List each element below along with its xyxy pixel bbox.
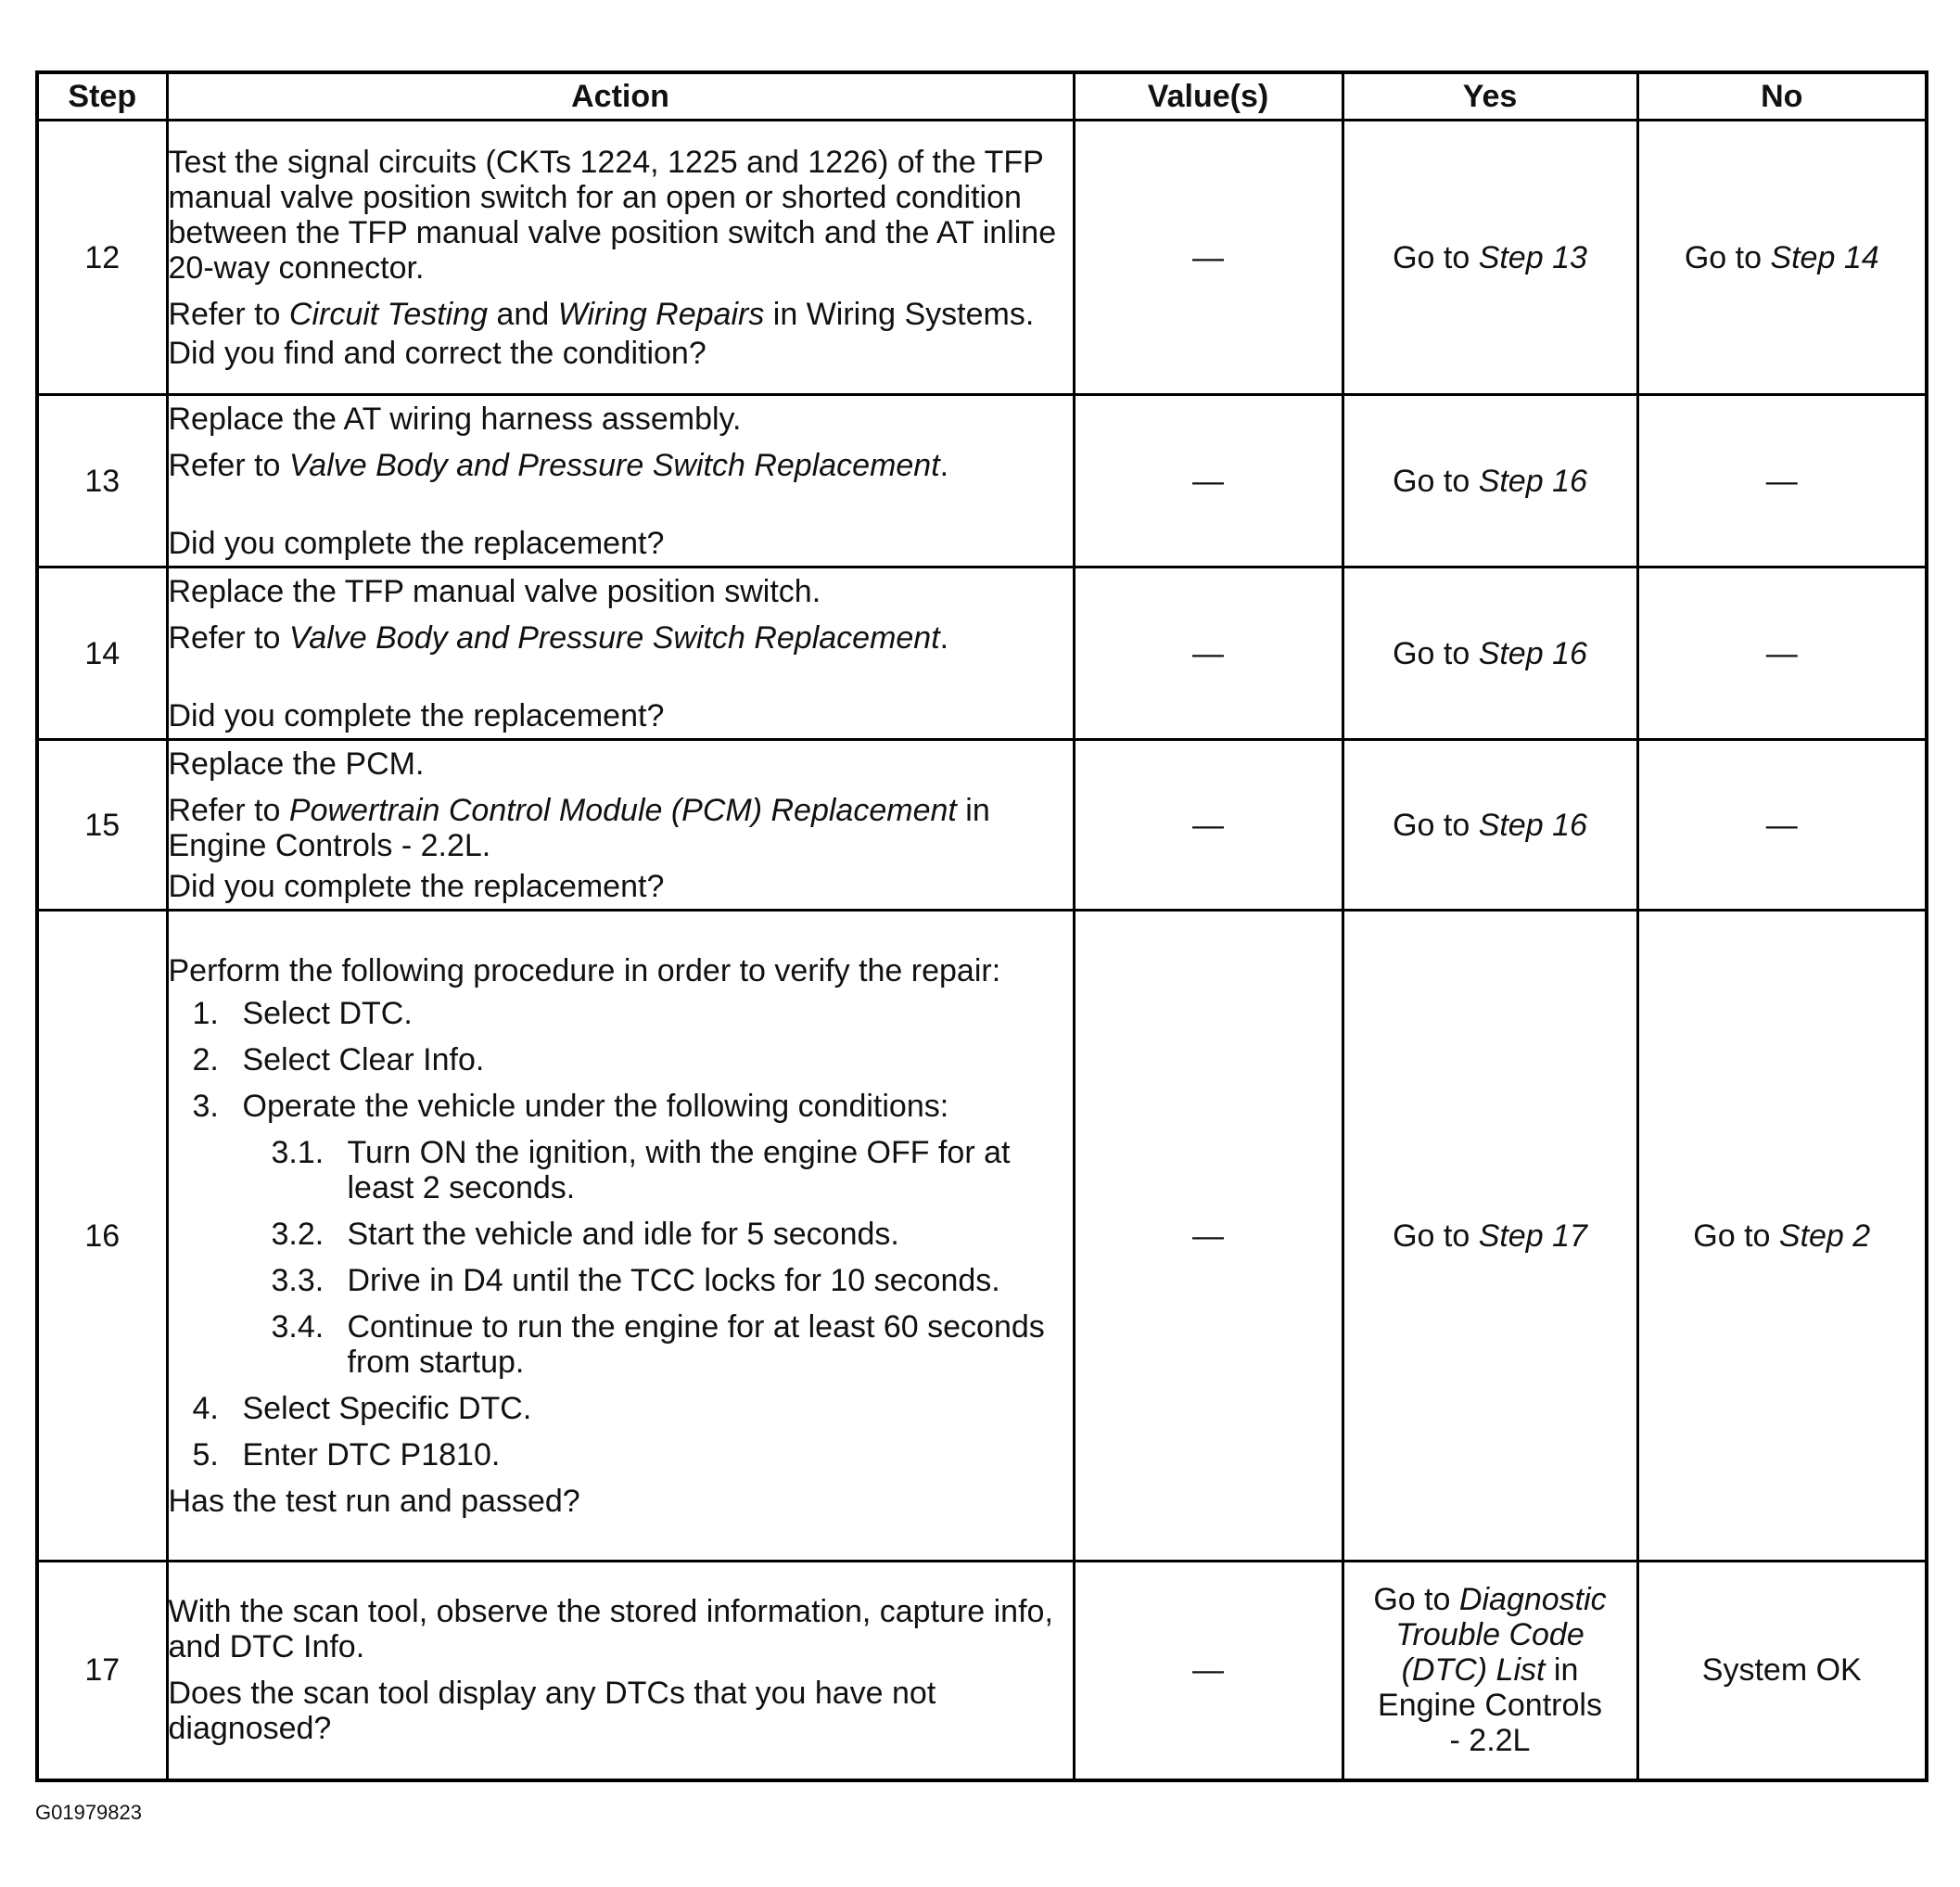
value-cell: — bbox=[1074, 911, 1343, 1562]
no-cell: — bbox=[1637, 395, 1927, 567]
procedure-substep-text: Turn ON the ignition, with the engine OFF for at least 2 seconds. bbox=[347, 1134, 1011, 1205]
action-intro: Perform the following procedure in order to verify the repair: bbox=[168, 952, 1001, 988]
procedure-substep bbox=[169, 1309, 1073, 1380]
action-reference bbox=[169, 297, 1073, 332]
yes-cell bbox=[1343, 395, 1637, 567]
action-cell bbox=[167, 1562, 1074, 1780]
header-yes: Yes bbox=[1343, 72, 1637, 121]
no-cell: — bbox=[1637, 567, 1927, 740]
procedure-step-text: Select Clear Info. bbox=[242, 1041, 485, 1077]
goto-prefix: Go to bbox=[1393, 463, 1479, 499]
procedure-step-text: Select DTC. bbox=[242, 995, 413, 1031]
value-cell: — bbox=[1074, 567, 1343, 740]
procedure-step-number: 4. bbox=[192, 1390, 219, 1426]
action-question: Did you complete the replacement? bbox=[168, 868, 665, 904]
reference-link[interactable]: Valve Body and Pressure Switch Replacement bbox=[288, 619, 940, 656]
reference-suffix: . bbox=[939, 447, 949, 483]
reference-prefix: Refer to bbox=[168, 447, 289, 483]
action-question: Did you complete the replacement? bbox=[168, 697, 665, 733]
yes-cell bbox=[1343, 567, 1637, 740]
no-cell: System OK bbox=[1637, 1562, 1927, 1780]
procedure-sublist bbox=[243, 1135, 1073, 1380]
action-reference bbox=[169, 448, 1073, 483]
action-cell bbox=[167, 395, 1074, 567]
goto-step-link[interactable]: Step 16 bbox=[1478, 807, 1587, 843]
diagnostic-procedure-table bbox=[35, 70, 1928, 1782]
value-cell: — bbox=[1074, 740, 1343, 911]
action-reference bbox=[169, 793, 1073, 863]
procedure-step-number: 5. bbox=[192, 1436, 219, 1473]
step-number: 17 bbox=[37, 1562, 167, 1780]
no-cell: — bbox=[1637, 740, 1927, 911]
table-row-step-13 bbox=[37, 395, 1927, 567]
yes-cell bbox=[1343, 740, 1637, 911]
no-cell bbox=[1637, 911, 1927, 1562]
action-text: Test the signal circuits (CKTs 1224, 1225 and 1226) of the TFP manual valve position switch for an open or shorted condition between the TFP manual valve position switch and the AT inline 20-way connector. bbox=[168, 144, 1057, 286]
action-question: Does the scan tool display any DTCs that you have not diagnosed? bbox=[168, 1676, 936, 1747]
reference-suffix: . bbox=[939, 619, 949, 656]
procedure-step-number: 2. bbox=[192, 1041, 219, 1077]
no-cell bbox=[1637, 121, 1927, 395]
procedure-substep-text: Continue to run the engine for at least 60 seconds from startup. bbox=[347, 1308, 1045, 1380]
reference-link[interactable]: Powertrain Control Module (PCM) Replacement bbox=[288, 792, 957, 828]
procedure-substep-text: Start the vehicle and idle for 5 seconds. bbox=[347, 1216, 899, 1252]
action-text: Replace the AT wiring harness assembly. bbox=[168, 401, 742, 437]
action-cell bbox=[167, 121, 1074, 395]
table-row-step-17 bbox=[37, 1562, 1927, 1780]
goto-prefix: Go to bbox=[1693, 1218, 1779, 1254]
action-cell bbox=[167, 740, 1074, 911]
step-number: 16 bbox=[37, 911, 167, 1562]
goto-prefix: Go to bbox=[1393, 1218, 1479, 1254]
goto-prefix: Go to bbox=[1393, 239, 1479, 275]
header-no: No bbox=[1637, 72, 1927, 121]
step-number: 15 bbox=[37, 740, 167, 911]
value-cell: — bbox=[1074, 395, 1343, 567]
goto-prefix: Go to bbox=[1393, 807, 1479, 843]
step-number: 12 bbox=[37, 121, 167, 395]
procedure-step-text: Operate the vehicle under the following conditions: bbox=[242, 1088, 949, 1124]
procedure-substep bbox=[169, 1135, 1073, 1205]
yes-cell bbox=[1343, 911, 1637, 1562]
reference-suffix: in Wiring Systems. bbox=[764, 296, 1035, 332]
reference-prefix: Refer to bbox=[168, 619, 289, 656]
goto-step-link[interactable]: Step 2 bbox=[1778, 1218, 1871, 1254]
procedure-substep bbox=[169, 1263, 1073, 1298]
procedure-step-number: 1. bbox=[192, 995, 219, 1031]
yes-cell bbox=[1343, 121, 1637, 395]
reference-prefix: Refer to bbox=[168, 792, 289, 828]
goto-step-link[interactable]: Step 14 bbox=[1770, 239, 1879, 275]
procedure-substep-number: 3.4. bbox=[271, 1308, 325, 1345]
action-cell bbox=[167, 567, 1074, 740]
procedure-step-number: 3. bbox=[192, 1088, 219, 1124]
table-header-row bbox=[37, 72, 1927, 121]
reference-link[interactable]: Circuit Testing bbox=[288, 296, 489, 332]
procedure-substep-number: 3.2. bbox=[271, 1216, 325, 1252]
table-row-step-12 bbox=[37, 121, 1927, 395]
goto-step-link[interactable]: Step 16 bbox=[1478, 635, 1587, 671]
action-question: Did you find and correct the condition? bbox=[168, 335, 706, 371]
procedure-step-text: Enter DTC P1810. bbox=[242, 1436, 501, 1473]
procedure-substep-text: Drive in D4 until the TCC locks for 10 seconds. bbox=[347, 1262, 1000, 1298]
procedure-step bbox=[169, 996, 1073, 1031]
goto-prefix: Go to bbox=[1393, 635, 1479, 671]
procedure-step bbox=[169, 1042, 1073, 1077]
yes-cell bbox=[1343, 1562, 1637, 1780]
reference-prefix: Refer to bbox=[168, 296, 289, 332]
table-row-step-16 bbox=[37, 911, 1927, 1562]
procedure-substep-number: 3.1. bbox=[271, 1134, 325, 1170]
action-text: Replace the TFP manual valve position switch. bbox=[168, 573, 821, 609]
procedure-step-text: Select Specific DTC. bbox=[242, 1390, 532, 1426]
step-number: 13 bbox=[37, 395, 167, 567]
action-text: With the scan tool, observe the stored information, capture info, and DTC Info. bbox=[168, 1594, 1053, 1665]
goto-step-link[interactable]: Step 13 bbox=[1478, 239, 1587, 275]
action-reference bbox=[169, 620, 1073, 656]
value-cell: — bbox=[1074, 1562, 1343, 1780]
header-step: Step bbox=[37, 72, 167, 121]
procedure-list bbox=[169, 996, 1073, 1473]
goto-prefix: Go to bbox=[1684, 239, 1771, 275]
figure-code: G01979823 bbox=[35, 1801, 142, 1824]
reference-link[interactable]: Valve Body and Pressure Switch Replacement bbox=[288, 447, 940, 483]
goto-suffix: in Engine Controls - 2.2L bbox=[1378, 1652, 1602, 1759]
procedure-step bbox=[169, 1391, 1073, 1426]
step-number: 14 bbox=[37, 567, 167, 740]
action-question: Did you complete the replacement? bbox=[168, 525, 665, 561]
procedure-substep bbox=[169, 1217, 1073, 1252]
action-cell bbox=[167, 911, 1074, 1562]
goto-dtc-list-link[interactable]: Diagnostic Trouble Code (DTC) List bbox=[1395, 1582, 1607, 1689]
reference-link[interactable]: Wiring Repairs bbox=[557, 296, 765, 332]
procedure-step bbox=[169, 1089, 1073, 1380]
action-text: Replace the PCM. bbox=[168, 746, 425, 782]
table-row-step-15 bbox=[37, 740, 1927, 911]
goto-prefix: Go to bbox=[1373, 1582, 1459, 1618]
goto-step-link[interactable]: Step 17 bbox=[1478, 1218, 1587, 1254]
value-cell: — bbox=[1074, 121, 1343, 395]
header-values: Value(s) bbox=[1074, 72, 1343, 121]
reference-and: and bbox=[488, 296, 558, 332]
action-question: Has the test run and passed? bbox=[168, 1483, 580, 1519]
procedure-step bbox=[169, 1437, 1073, 1473]
table-row-step-14 bbox=[37, 567, 1927, 740]
goto-step-link[interactable]: Step 16 bbox=[1478, 463, 1587, 499]
header-action: Action bbox=[167, 72, 1074, 121]
reference-suffix: in Engine Controls - 2.2L. bbox=[168, 792, 990, 863]
procedure-substep-number: 3.3. bbox=[271, 1262, 325, 1298]
